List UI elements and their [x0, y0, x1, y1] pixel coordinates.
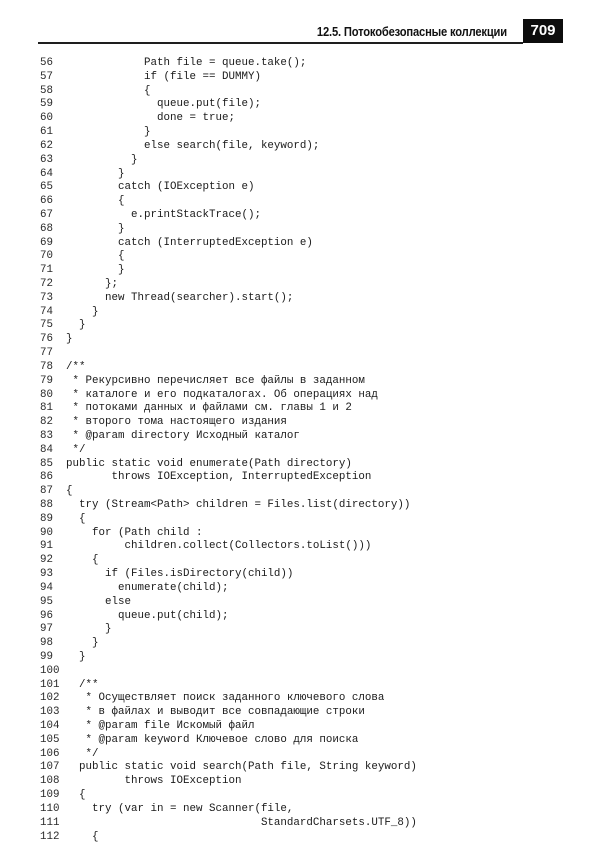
line-number: 66: [40, 195, 53, 208]
code-line: [0, 513, 600, 527]
line-number: 81: [40, 402, 53, 415]
line-number: 72: [40, 278, 53, 290]
line-number: 84: [40, 443, 53, 456]
line-number: 91: [40, 540, 53, 553]
line-code: * @param directory Исходный каталог: [66, 429, 300, 442]
code-line: [0, 375, 600, 389]
code-line: [0, 789, 600, 803]
line-number: 98: [40, 637, 53, 650]
line-code: }: [66, 319, 86, 332]
line-code: Path file = queue.take();: [66, 57, 307, 69]
code-line: [0, 540, 600, 554]
line-code: */: [66, 443, 86, 456]
line-number: 106: [40, 747, 60, 760]
code-line: [0, 554, 600, 568]
code-line: [0, 319, 600, 333]
code-line: [0, 651, 600, 665]
line-number: 108: [40, 775, 60, 788]
code-line: [0, 679, 600, 693]
line-number: 94: [40, 581, 53, 594]
line-code: * в файлах и выводит все совпадающие строки: [66, 706, 365, 719]
line-code: }: [66, 305, 99, 318]
code-line: [0, 803, 600, 817]
line-code: * @param keyword Ключевое слово для поиска: [66, 733, 359, 746]
line-number: 70: [40, 250, 53, 263]
code-line: [0, 126, 600, 140]
code-line: [0, 775, 600, 789]
line-number: 97: [40, 623, 53, 636]
line-number: 112: [40, 830, 60, 843]
line-number: 111: [40, 816, 60, 829]
line-number: 68: [40, 222, 53, 235]
line-code: * Осуществляет поиск заданного ключевого слова: [66, 692, 385, 705]
line-code: }: [66, 637, 99, 650]
line-number: 107: [40, 761, 60, 774]
code-listing: [0, 57, 600, 844]
line-number: 80: [40, 388, 53, 401]
code-line: [0, 623, 600, 637]
page-header: [0, 0, 600, 50]
code-line: [0, 568, 600, 582]
page-number: 709: [523, 19, 563, 43]
code-line: [0, 168, 600, 182]
code-line: [0, 610, 600, 624]
code-line: [0, 637, 600, 651]
line-code: * каталоге и его подкаталогах. Об операциях над: [66, 388, 378, 401]
line-code: * второго тома настоящего издания: [66, 416, 287, 429]
code-line: [0, 195, 600, 209]
line-number: 76: [40, 333, 53, 346]
line-code: * потоками данных и файлами см. главы 1 и 2: [66, 402, 352, 415]
line-code: children.collect(Collectors.toList())): [66, 540, 372, 553]
line-code: };: [66, 278, 118, 290]
line-code: try (Stream<Path> children = Files.list(directory)): [66, 499, 411, 511]
line-number: 67: [40, 208, 53, 221]
line-number: 61: [40, 126, 53, 139]
code-line: [0, 499, 600, 513]
code-line: [0, 181, 600, 195]
line-code: * @param file Искомый файл: [66, 720, 255, 732]
line-number: 77: [40, 347, 53, 360]
line-code: }: [66, 222, 125, 235]
line-number: 71: [40, 264, 53, 277]
code-line: [0, 71, 600, 85]
line-code: if (Files.isDirectory(child)): [66, 568, 294, 581]
code-line: [0, 347, 600, 361]
line-code: {: [66, 250, 125, 263]
line-number: 102: [40, 692, 60, 705]
line-code: done = true;: [66, 112, 235, 125]
code-line: [0, 389, 600, 403]
line-code: }: [66, 264, 125, 277]
line-code: public static void search(Path file, String keyword): [66, 761, 417, 774]
line-number: 87: [40, 485, 53, 498]
line-number: 59: [40, 98, 53, 111]
code-line: [0, 292, 600, 306]
line-number: 83: [40, 429, 53, 442]
line-number: 64: [40, 167, 53, 180]
line-code: }: [66, 650, 86, 663]
line-number: 109: [40, 789, 60, 802]
code-line: [0, 665, 600, 679]
line-number: 73: [40, 291, 53, 304]
line-number: 103: [40, 706, 60, 719]
line-number: 82: [40, 416, 53, 429]
line-code: }: [66, 153, 138, 166]
code-line: [0, 471, 600, 485]
line-code: }: [66, 623, 112, 636]
line-code: }: [66, 167, 125, 180]
line-number: 58: [40, 84, 53, 97]
line-code: catch (InterruptedException e): [66, 236, 313, 249]
line-number: 60: [40, 112, 53, 125]
line-number: 65: [40, 181, 53, 194]
line-code: /**: [66, 360, 86, 373]
line-code: StandardCharsets.UTF_8)): [66, 816, 417, 829]
line-code: {: [66, 554, 99, 567]
line-number: 56: [40, 57, 53, 69]
code-line: [0, 140, 600, 154]
line-code: for (Path child :: [66, 526, 203, 539]
line-number: 110: [40, 802, 60, 815]
line-number: 90: [40, 526, 53, 539]
code-line: [0, 209, 600, 223]
code-line: [0, 333, 600, 347]
code-line: [0, 306, 600, 320]
line-code: else: [66, 595, 131, 608]
code-line: [0, 485, 600, 499]
line-code: * Рекурсивно перечисляет все файлы в заданном: [66, 374, 365, 387]
line-code: {: [66, 789, 86, 802]
code-line: [0, 748, 600, 762]
line-number: 85: [40, 457, 53, 470]
line-number: 78: [40, 360, 53, 373]
line-number: 104: [40, 720, 60, 732]
line-code: }: [66, 333, 73, 346]
line-code: {: [66, 84, 151, 97]
code-line: [0, 57, 600, 71]
line-code: queue.put(child);: [66, 609, 229, 622]
code-line: [0, 582, 600, 596]
code-line: [0, 237, 600, 251]
line-code: public static void enumerate(Path directory): [66, 457, 352, 470]
line-number: 86: [40, 471, 53, 484]
code-line: [0, 596, 600, 610]
code-line: [0, 154, 600, 168]
line-number: 75: [40, 319, 53, 332]
code-line: [0, 734, 600, 748]
line-number: 96: [40, 609, 53, 622]
line-code: {: [66, 195, 125, 208]
line-code: enumerate(child);: [66, 581, 229, 594]
code-line: [0, 98, 600, 112]
line-code: e.printStackTrace();: [66, 208, 261, 221]
code-line: [0, 250, 600, 264]
code-line: [0, 85, 600, 99]
line-number: 79: [40, 374, 53, 387]
line-code: {: [66, 830, 99, 843]
line-code: throws IOException, InterruptedException: [66, 471, 372, 484]
line-code: try (var in = new Scanner(file,: [66, 802, 294, 815]
code-line: [0, 361, 600, 375]
line-number: 62: [40, 139, 53, 152]
line-number: 57: [40, 70, 53, 83]
code-line: [0, 692, 600, 706]
line-number: 99: [40, 650, 53, 663]
code-line: [0, 444, 600, 458]
line-number: 74: [40, 305, 53, 318]
line-number: 101: [40, 678, 60, 691]
code-line: [0, 402, 600, 416]
line-number: 100: [40, 664, 60, 677]
line-code: queue.put(file);: [66, 98, 261, 111]
code-line: [0, 416, 600, 430]
line-number: 89: [40, 512, 53, 525]
section-title: 12.5. Потокобезопасные коллекции: [316, 24, 507, 39]
line-code: else search(file, keyword);: [66, 139, 320, 152]
code-line: [0, 278, 600, 292]
code-line: [0, 112, 600, 126]
code-line: [0, 706, 600, 720]
line-number: 93: [40, 568, 53, 581]
code-line: [0, 720, 600, 734]
line-code: {: [66, 485, 73, 498]
line-code: {: [66, 512, 86, 525]
code-line: [0, 264, 600, 278]
code-line: [0, 223, 600, 237]
header-rule: [38, 42, 523, 44]
line-code: new Thread(searcher).start();: [66, 291, 294, 304]
code-line: [0, 430, 600, 444]
line-code: /**: [66, 678, 99, 691]
line-code: */: [66, 747, 99, 760]
code-line: [0, 527, 600, 541]
line-code: }: [66, 126, 151, 139]
code-line: [0, 817, 600, 831]
line-number: 69: [40, 236, 53, 249]
line-number: 88: [40, 499, 53, 511]
line-number: 92: [40, 554, 53, 567]
code-line: [0, 761, 600, 775]
code-line: [0, 831, 600, 845]
line-code: throws IOException: [66, 775, 242, 788]
code-line: [0, 458, 600, 472]
line-code: if (file == DUMMY): [66, 70, 261, 83]
line-number: 95: [40, 595, 53, 608]
line-number: 63: [40, 153, 53, 166]
line-number: 105: [40, 733, 60, 746]
line-code: catch (IOException e): [66, 181, 255, 194]
